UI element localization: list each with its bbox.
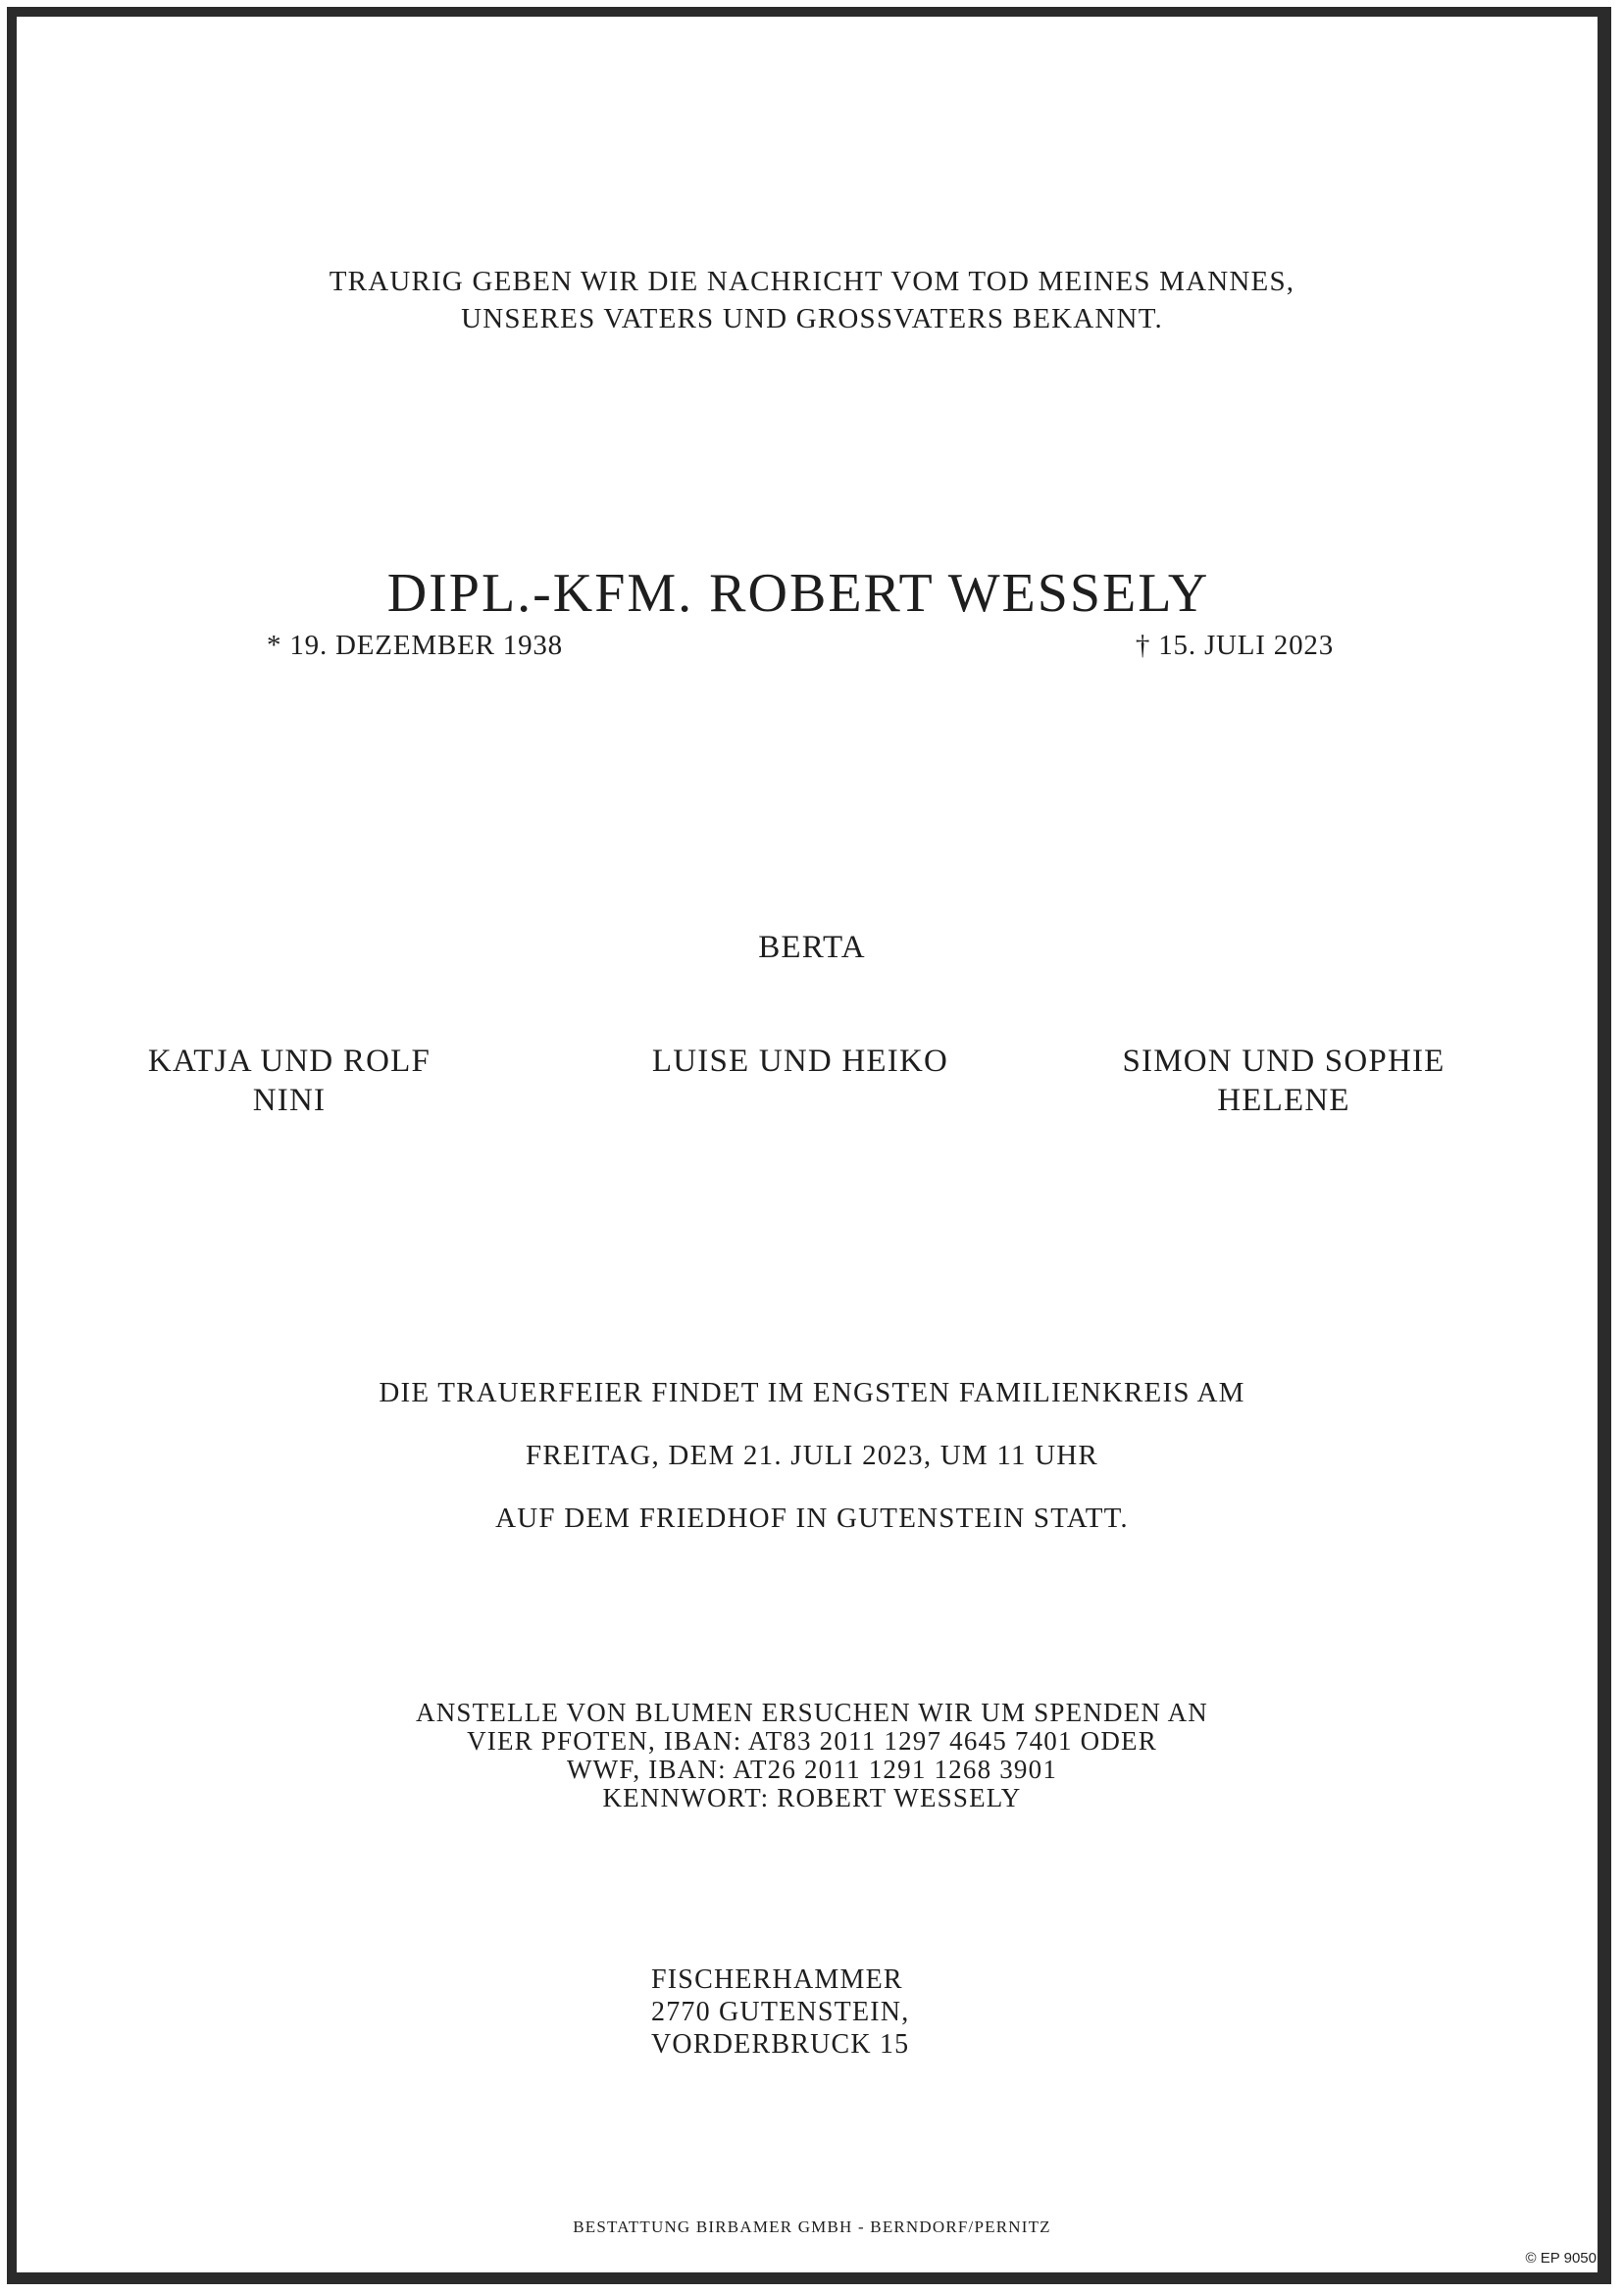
address-line-1: FISCHERHAMMER	[651, 1964, 903, 1995]
donation-line-4: KENNWORT: ROBERT WESSELY	[602, 1783, 1022, 1812]
donation-line-2: VIER PFOTEN, IBAN: AT83 2011 1297 4645 7401 ODER	[467, 1726, 1157, 1756]
service-line-1: DIE TRAUERFEIER FINDET IM ENGSTEN FAMILIENKREIS AM	[379, 1377, 1245, 1408]
copyright-mark: © EP 9050	[1525, 2250, 1597, 2267]
family-3-line-2: HELENE	[1217, 1083, 1350, 1118]
deceased-name: DIPL.-KFM. ROBERT WESSELY	[386, 563, 1210, 624]
donation-line-3: WWF, IBAN: AT26 2011 1291 1268 3901	[566, 1755, 1058, 1784]
undertaker-footer: BESTATTUNG BIRBAMER GMBH - BERNDORF/PERNITZ	[573, 2218, 1051, 2236]
family-1-line-1: KATJA UND ROLF	[147, 1044, 431, 1079]
address-line-3: VORDERBRUCK 15	[651, 2029, 910, 2060]
address-line-2: 2770 GUTENSTEIN,	[651, 1997, 910, 2027]
family-address	[651, 1963, 909, 2061]
death-date: † 15. JULI 2023	[1135, 630, 1334, 661]
intro-line-2: UNSERES VATERS UND GROSSVATERS BEKANNT.	[461, 303, 1163, 334]
donation-line-1: ANSTELLE VON BLUMEN ERSUCHEN WIR UM SPENDEN AN	[416, 1698, 1208, 1727]
service-line-2: FREITAG, DEM 21. JULI 2023, UM 11 UHR	[526, 1440, 1098, 1471]
birth-date: * 19. DEZEMBER 1938	[267, 630, 563, 661]
widow-name: BERTA	[758, 930, 866, 965]
family-group-3	[1063, 1042, 1504, 1120]
family-1-line-2: NINI	[252, 1083, 327, 1118]
service-line-3: AUF DEM FRIEDHOF IN GUTENSTEIN STATT.	[495, 1503, 1129, 1534]
family-group-1	[98, 1042, 481, 1120]
intro-text	[0, 263, 1624, 337]
donation-request	[0, 1699, 1624, 1812]
family-3-line-1: SIMON UND SOPHIE	[1122, 1044, 1446, 1079]
black-border-frame	[7, 7, 1611, 2284]
family-2-line-1: LUISE UND HEIKO	[651, 1044, 949, 1079]
intro-line-1: TRAURIG GEBEN WIR DIE NACHRICHT VOM TOD MEINES MANNES,	[329, 266, 1295, 297]
family-group-2	[602, 1042, 998, 1081]
